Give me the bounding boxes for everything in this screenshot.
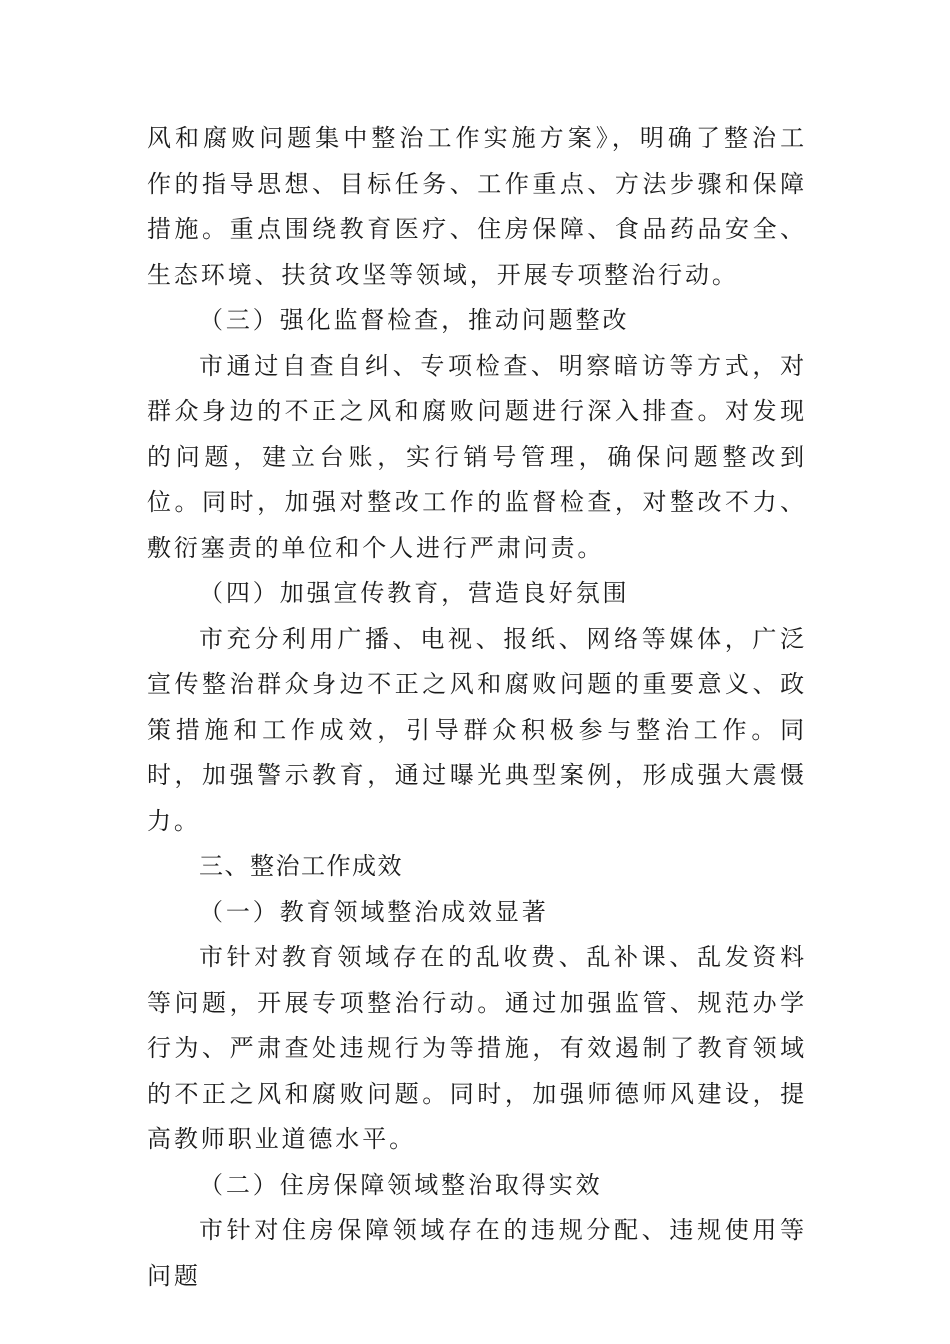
document-body (147, 116, 807, 1299)
subheading-section-2-4: （四）加强宣传教育，营造良好氛围 (199, 579, 630, 607)
subheading-section-3-1: （一）教育领域整治成效显著 (199, 897, 549, 926)
paragraph-education: 市针对教育领域存在的乱收费、乱补课、乱发资料等问题，开展专项整治行动。通过加强监管、规范办学行为、严肃查处违规行为等措施，有效遏制了教育领域的不正之风和腐败问题。同时，加强师德师风建设，提高教师职业道德水平。 (147, 943, 807, 1153)
subheading-section-3-2: （二）住房保障领域整治取得实效 (199, 1170, 603, 1199)
paragraph-supervision: 市通过自查自纠、专项检查、明察暗访等方式，对群众身边的不正之风和腐败问题进行深入排查。对发现的问题，建立台账，实行销号管理，确保问题整改到位。同时，加强对整改工作的监督检查，对整改不力、敷衍塞责的单位和个人进行严肃问责。 (147, 351, 807, 562)
heading-section-3: 三、整治工作成效 (199, 852, 403, 880)
subheading-section-2-3: （三）强化监督检查，推动问题整改 (199, 306, 630, 334)
paragraph-publicity: 市充分利用广播、电视、报纸、网络等媒体，广泛宣传整治群众身边不正之风和腐败问题的重要意义、政策措施和工作成效，引导群众积极参与整治工作。同时，加强警示教育，通过曝光典型案例，形成强大震慑力。 (147, 624, 807, 835)
paragraph-housing: 市针对住房保障领域存在的违规分配、违规使用等问题 (147, 1216, 807, 1290)
paragraph-continued: 风和腐败问题集中整治工作实施方案》，明确了整治工作的指导思想、目标任务、工作重点、方法步骤和保障措施。重点围绕教育医疗、住房保障、食品药品安全、生态环境、扶贫攻坚等领域，开展专项整治行动。 (147, 124, 807, 289)
